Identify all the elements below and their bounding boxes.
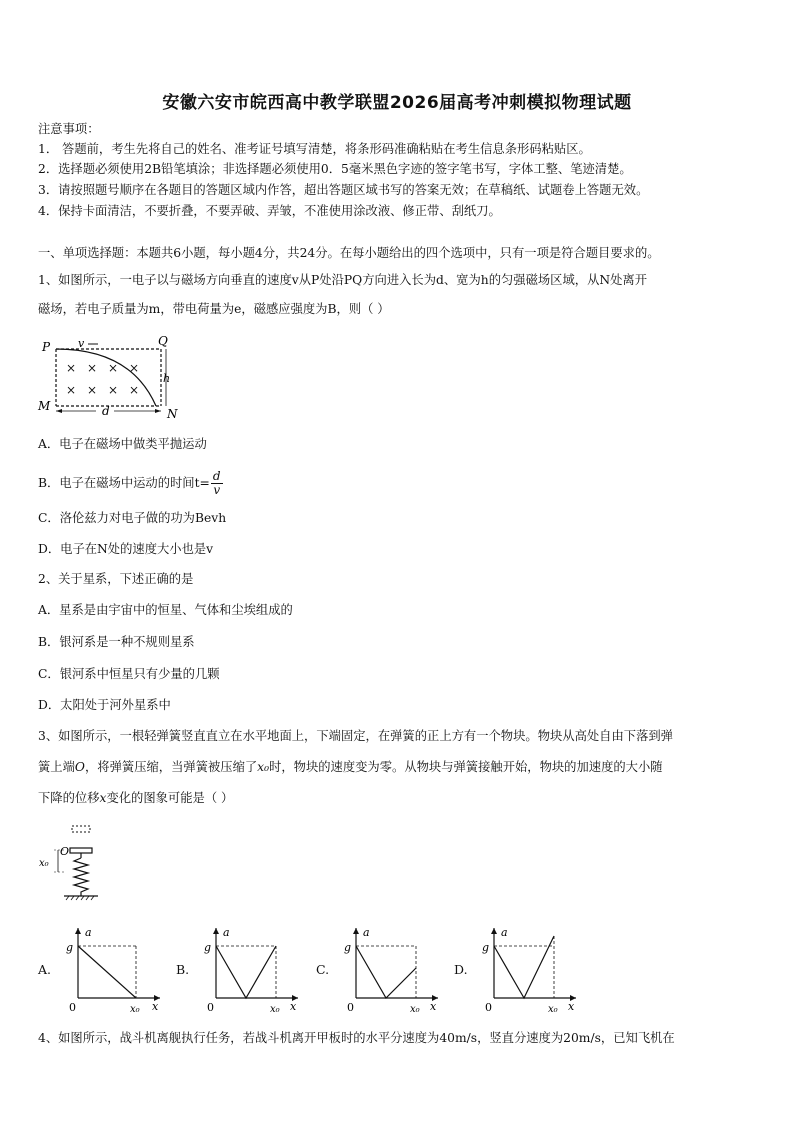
notice-item-4: 4．保持卡面清洁，不要折叠，不要弄破、弄皱，不准使用涂改液、修正带、刮纸刀。 (38, 204, 501, 218)
q4-stem-line1: 4、如图所示，战斗机离舰执行任务，若战斗机离开甲板时的水平分速度为40m/s，竖直分速度为20m/s，已知飞机在 (38, 1031, 675, 1045)
q1-stem-line2: 磁场，若电子质量为m，带电荷量为e，磁感应强度为B，则（ ） (38, 302, 390, 316)
q1-option-d: D．电子在N处的速度大小也是v (38, 542, 214, 556)
q1-option-b: B．电子在磁场中运动的时间t= $\frac{d}{v}$ (38, 469, 221, 497)
q3-option-c-label: C. (316, 962, 330, 977)
svg-text:0: 0 (485, 1001, 492, 1014)
notice-heading: 注意事项： (38, 122, 100, 136)
svg-text:d: d (102, 404, 110, 418)
svg-text:g: g (482, 941, 490, 954)
q1-magnetic-field-figure (36, 334, 186, 420)
svg-text:×: × (108, 361, 119, 375)
svg-text:×: × (129, 361, 140, 375)
q2-option-a: A．星系是由宇宙中的恒星、气体和尘埃组成的 (38, 603, 293, 617)
svg-text:x₀: x₀ (39, 858, 49, 869)
svg-text:x₀: x₀ (410, 1004, 420, 1015)
q2-option-c: C．银河系中恒星只有少量的几颗 (38, 667, 220, 681)
q3-spring-figure (36, 820, 116, 905)
section-heading: 一、单项选择题：本题共6小题，每小题4分，共24分。在每小题给出的四个选项中，只有一项是符合题目要求的。 (38, 246, 660, 260)
fraction-d-over-v: $\frac{d}{v}$ (212, 469, 221, 497)
svg-text:×: × (129, 383, 140, 397)
q3-option-d-label: D. (454, 962, 468, 977)
svg-text:g: g (66, 941, 74, 954)
q3-stem-line2: 簧上端O，将弹簧压缩，当弹簧被压缩了x₀时，物块的速度变为零。从物块与弹簧接触开始，物块的加速度的大小随 (38, 760, 663, 774)
svg-text:x₀: x₀ (130, 1004, 140, 1015)
notice-item-1: 1． 答题前，考生先将自己的姓名、准考证号填写清楚，将条形码准确粘贴在考生信息条形码粘贴区。 (38, 142, 591, 156)
q3-stem-line3: 下降的位移x变化的图象可能是（ ） (38, 791, 234, 805)
svg-text:0: 0 (347, 1001, 354, 1014)
svg-text:x₀: x₀ (548, 1004, 558, 1015)
svg-text:×: × (87, 383, 98, 397)
svg-text:x: x (568, 1000, 575, 1013)
svg-text:P: P (42, 340, 51, 354)
notice-item-2: 2．选择题必须使用2B铅笔填涂；非选择题必须使用0．5毫米黑色字迹的签字笔书写，字体工整、笔迹清楚。 (38, 162, 632, 176)
notice-item-3: 3．请按照题号顺序在各题目的答题区域内作答，超出答题区域书写的答案无效；在草稿纸、试题卷上答题无效。 (38, 183, 649, 197)
svg-text:a: a (85, 926, 92, 939)
svg-text:v: v (78, 337, 85, 350)
q1-stem-line1: 1、如图所示，一电子以与磁场方向垂直的速度v从P处沿PQ方向进入长为d、宽为h的匀强磁场区域，从N处离开 (38, 273, 648, 287)
svg-text:M: M (38, 399, 51, 413)
svg-text:Q: Q (158, 334, 168, 348)
q1-option-c: C．洛伦兹力对电子做的功为Bevh (38, 511, 227, 525)
svg-text:x: x (430, 1000, 437, 1013)
svg-text:×: × (66, 361, 77, 375)
svg-text:N: N (167, 407, 178, 420)
svg-text:h: h (163, 372, 171, 385)
q3-graph-a (56, 922, 166, 1018)
svg-text:x: x (152, 1000, 159, 1013)
svg-text:a: a (501, 926, 508, 939)
svg-text:g: g (344, 941, 352, 954)
q3-graph-c (334, 922, 444, 1018)
svg-text:×: × (87, 361, 98, 375)
q2-option-d: D．太阳处于河外星系中 (38, 698, 171, 712)
field-crosses (66, 361, 139, 397)
q1-option-a: A．电子在磁场中做类平抛运动 (38, 437, 207, 451)
q3-option-b-label: B. (176, 962, 190, 977)
svg-text:a: a (363, 926, 370, 939)
q3-option-a-label: A. (38, 962, 52, 977)
svg-text:a: a (223, 926, 230, 939)
svg-text:x₀: x₀ (270, 1004, 280, 1015)
svg-text:x: x (290, 1000, 297, 1013)
svg-text:×: × (66, 383, 77, 397)
svg-text:0: 0 (207, 1001, 214, 1014)
q2-option-b: B．银河系是一种不规则星系 (38, 635, 195, 649)
svg-text:×: × (108, 383, 119, 397)
svg-text:O: O (60, 845, 70, 858)
q2-stem: 2、关于星系，下述正确的是 (38, 572, 194, 586)
q3-graph-d (472, 922, 582, 1018)
q3-stem-line1: 3、如图所示，一根轻弹簧竖直直立在水平地面上，下端固定，在弹簧的正上方有一个物块。物块从高处自由下落到弹 (38, 729, 673, 743)
q3-graph-b (194, 922, 304, 1018)
svg-text:g: g (204, 941, 212, 954)
page-title: 安徽六安市皖西高中教学联盟2026届高考冲刺模拟物理试题 (162, 93, 632, 113)
svg-text:0: 0 (69, 1001, 76, 1014)
